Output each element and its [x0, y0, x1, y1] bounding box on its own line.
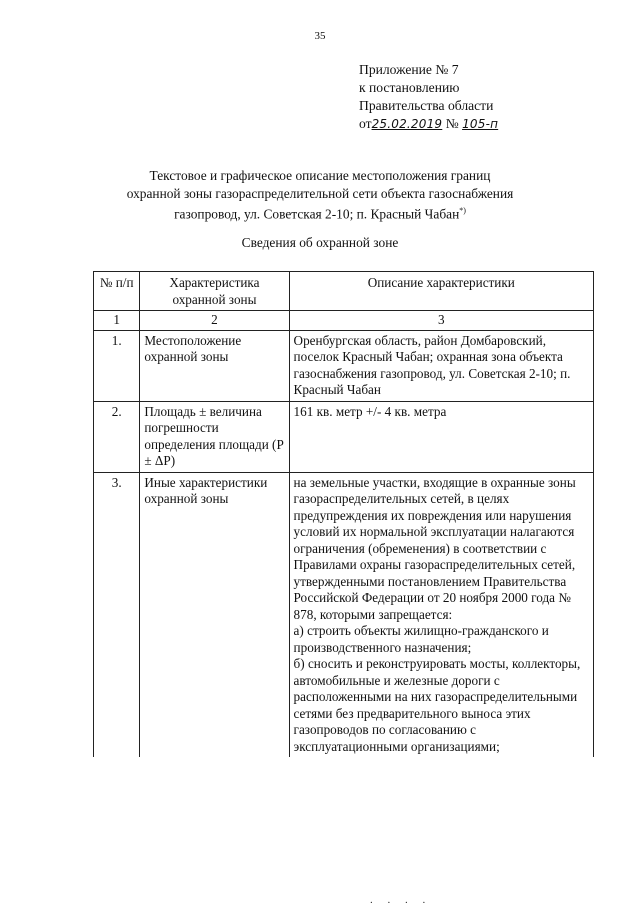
restriction-item: б) сносить и реконструировать мосты, коллекторы, автомобильные и железные дороги с расположенными на них газораспределительными сетями без предварительного выноса этих газопроводов по согласованию с эксплуатационными организациями; — [293, 656, 581, 754]
row-description — [289, 472, 593, 757]
column-number: 1 — [94, 311, 140, 331]
header-description: Описание характеристики — [289, 272, 593, 311]
appendix-date-line — [359, 115, 619, 133]
header-characteristic: Характеристика охранной зоны — [140, 272, 289, 311]
footnote-mark: *) — [459, 206, 466, 215]
table-header-row — [94, 272, 594, 311]
cut-off-footer-text: . . . . — [370, 896, 432, 905]
zone-info-table — [93, 271, 594, 757]
handwritten-doc-number: 105-п — [462, 117, 499, 131]
row-characteristic: Площадь ± величина погрешности определения площади (P ± ΔP) — [140, 401, 289, 472]
appendix-block — [359, 61, 619, 133]
document-title — [60, 167, 580, 223]
row-description: Оренбургская область, район Домбаровский, поселок Красный Чабан; охранная зона объекта газоснабжения газопровод, ул. Советская 2-10; п. Красный Чабан — [289, 330, 593, 401]
row-characteristic: Местоположение охранной зоны — [140, 330, 289, 401]
appendix-line-2: к постановлению — [359, 80, 460, 95]
row-num: 1. — [94, 330, 140, 401]
section-subtitle: Сведения об охранной зоне — [241, 235, 399, 250]
header-num: № п/п — [94, 272, 140, 311]
row-num: 2. — [94, 401, 140, 472]
title-line-3 — [60, 202, 580, 223]
table-row — [94, 472, 594, 757]
appendix-line-1: Приложение № 7 — [359, 62, 459, 77]
column-number: 2 — [140, 311, 289, 331]
appendix-line-3: Правительства области — [359, 98, 494, 113]
column-number-row — [94, 311, 594, 331]
row-description-text: на земельные участки, входящие в охранные зоны газораспределительных сетей, в целях предупреждения их повреждения или нарушения условий их нормальной эксплуатации налагаются ограничения (обременения) в соответствии с Правилами охраны газораспределительных сетей, утвержденными постановлением Правительства Российской Федерации от 20 ноября 2000 года № 878, которыми запрещается: — [293, 474, 576, 622]
title-line-2: охранной зоны газораспределительной сети объекта газоснабжения — [126, 185, 514, 201]
table-row — [94, 401, 594, 472]
restriction-item: а) строить объекты жилищно-гражданского и производственного назначения; — [293, 623, 549, 655]
row-characteristic: Иные характеристики охранной зоны — [140, 472, 289, 757]
column-number: 3 — [289, 311, 593, 331]
row-description: 161 кв. метр +/- 4 кв. метра — [289, 401, 593, 472]
row-num: 3. — [94, 472, 140, 757]
number-sign: № — [445, 116, 459, 131]
page-number: 35 — [314, 30, 326, 42]
table-row — [94, 330, 594, 401]
title-line-1: Текстовое и графическое описание местоположения границ — [149, 168, 491, 183]
title-line-3-text: газопровод, ул. Советская 2-10; п. Красный Чабан — [174, 206, 460, 222]
date-prefix: от — [359, 116, 372, 131]
handwritten-date: 25.02.2019 — [371, 117, 443, 131]
